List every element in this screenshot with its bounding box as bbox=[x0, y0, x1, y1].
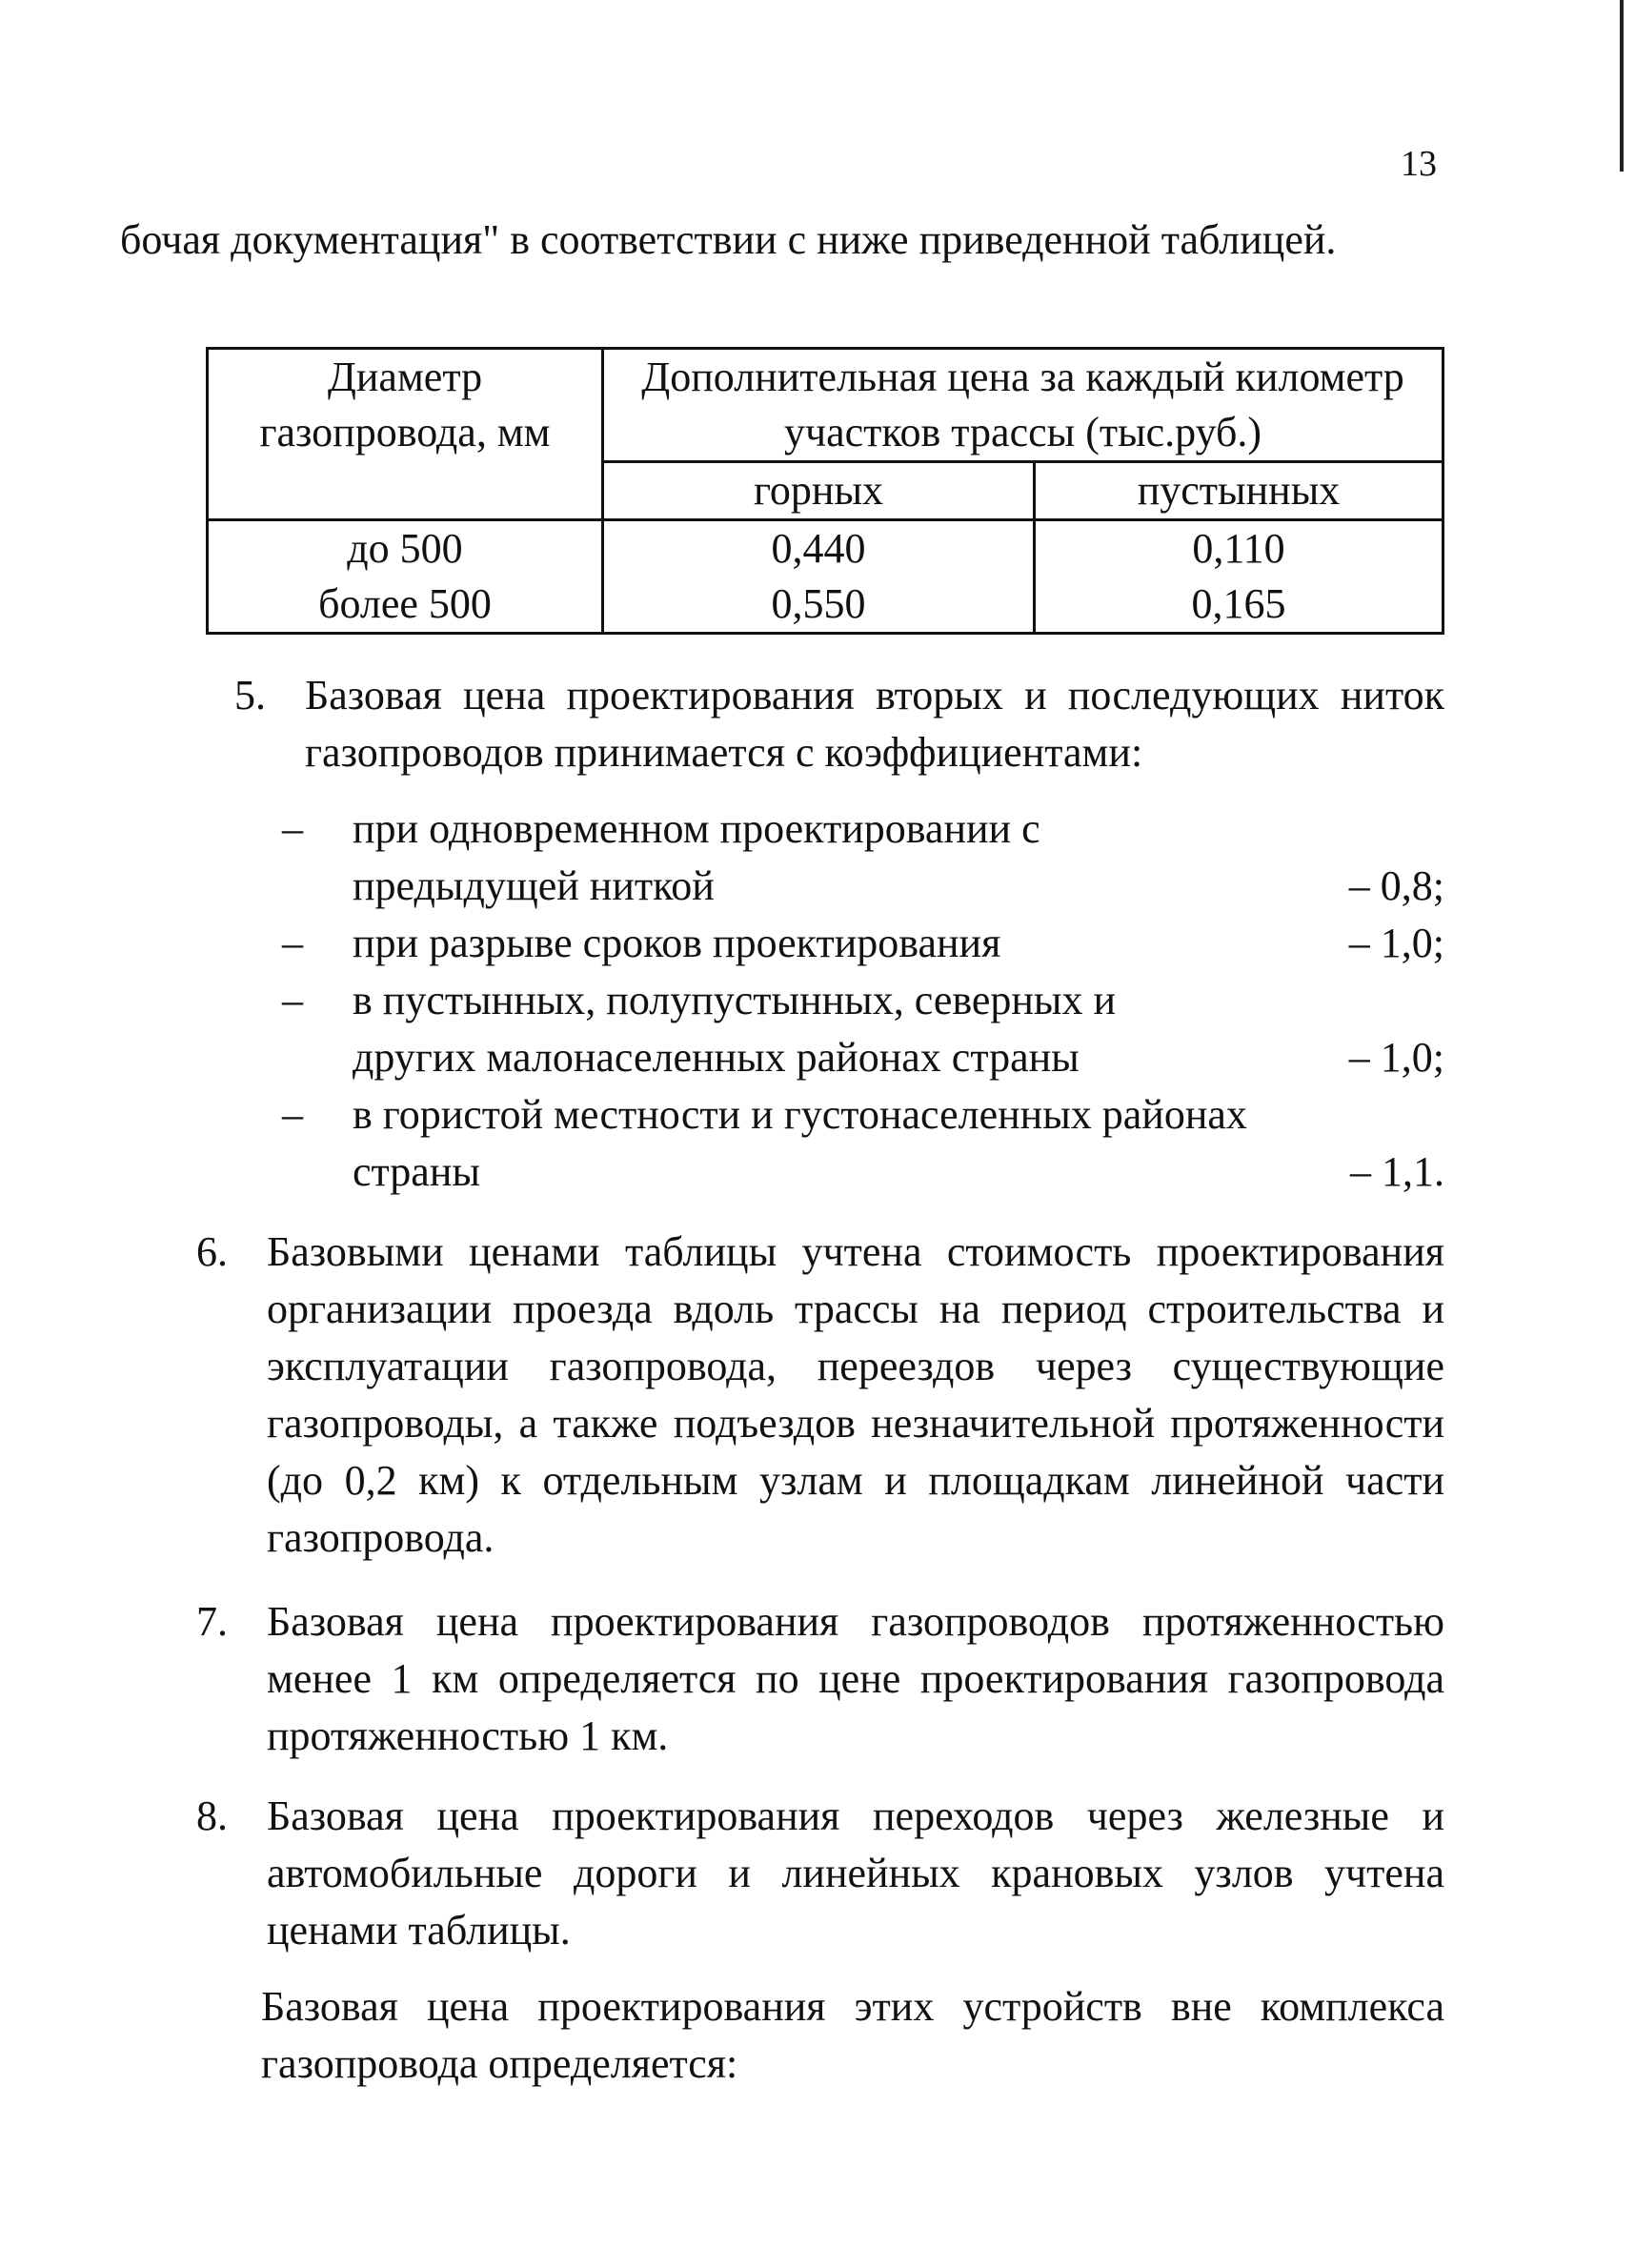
table-cell-mountain bbox=[603, 520, 1035, 634]
mountain-value-2: 0,550 bbox=[771, 580, 866, 627]
item-text: Базовая цена проектирования вторых и последующих ниток газопроводов принимается с коэффициентами: bbox=[305, 672, 1444, 776]
item-number: 8. bbox=[196, 1792, 228, 1839]
item-text: Базовая цена проектирования переходов через железные и автомобильные дороги и линейных крановых узлов учтена ценами таблицы. bbox=[267, 1792, 1444, 1954]
coefficient-text: при разрыве сроков проектирования bbox=[353, 920, 1001, 966]
coefficient-text: в гористой местности и густонаселенных районах страны bbox=[353, 1091, 1247, 1195]
dash-mark: – bbox=[282, 1091, 303, 1138]
page-number: 13 bbox=[1401, 144, 1437, 184]
list-item-5 bbox=[234, 667, 1444, 791]
dash-mark: – bbox=[282, 805, 303, 852]
dash-mark: – bbox=[282, 977, 303, 1023]
header-additional-price: Дополнительная цена за каждый километр участков трассы (тыс.руб.) bbox=[603, 349, 1443, 462]
table-header-row bbox=[208, 349, 1443, 462]
coefficient-value: – 1,0; bbox=[1348, 1034, 1444, 1081]
coefficient-item bbox=[282, 972, 1444, 1086]
item-text: Базовыми ценами таблицы учтена стоимость проектирования организации проезда вдоль трассы на период строительства и эксплуатации газопровода, переездов через существующие газопроводы, а также подъездов незначительной протяженности (до 0,2 км) к отдельным узлам и площадкам линейной части газопровода. bbox=[267, 1228, 1444, 1561]
coefficient-item bbox=[282, 800, 1444, 915]
diameter-value-1: до 500 bbox=[347, 525, 463, 572]
table-cell-desert bbox=[1035, 520, 1443, 634]
desert-value-1: 0,110 bbox=[1192, 525, 1285, 572]
coefficient-text: при одновременном проектировании с предыдущей ниткой bbox=[353, 805, 1040, 909]
price-table bbox=[206, 347, 1444, 635]
dash-mark: – bbox=[282, 920, 303, 966]
coefficient-value: – 1,0; bbox=[1348, 920, 1444, 966]
coefficient-item bbox=[282, 1086, 1444, 1201]
coefficient-value: – 0,8; bbox=[1348, 862, 1444, 909]
item-number: 5. bbox=[234, 672, 266, 719]
table-row bbox=[208, 520, 1443, 634]
subheader-mountain: горных bbox=[603, 462, 1035, 520]
mountain-value-1: 0,440 bbox=[771, 525, 866, 572]
subheader-desert: пустынных bbox=[1035, 462, 1443, 520]
header-diameter: Диаметр газопровода, мм bbox=[208, 349, 603, 520]
list-item-6 bbox=[196, 1224, 1444, 1586]
coefficient-item bbox=[282, 915, 1444, 972]
final-paragraph: Базовая цена проектирования этих устройств вне комплекса газопровода определяется: bbox=[261, 1983, 1444, 2087]
item-text: Базовая цена проектирования газопроводов протяженностью менее 1 км определяется по цене проектирования газопровода протяженностью 1 км. bbox=[267, 1598, 1444, 1759]
desert-value-2: 0,165 bbox=[1191, 580, 1286, 627]
diameter-value-2: более 500 bbox=[318, 580, 492, 627]
list-item-7 bbox=[196, 1593, 1444, 1784]
item-number: 7. bbox=[196, 1598, 228, 1645]
coefficient-list bbox=[282, 800, 1444, 1201]
intro-paragraph: бочая документация" в соответствии с ниже приведенной таблицей. bbox=[120, 216, 1337, 263]
scan-edge-line bbox=[1620, 0, 1624, 172]
table-cell-diameter bbox=[208, 520, 603, 634]
coefficient-value: – 1,1. bbox=[1350, 1148, 1444, 1195]
coefficient-text: в пустынных, полупустынных, северных и других малонаселенных районах страны bbox=[353, 977, 1117, 1081]
item-number: 6. bbox=[196, 1228, 228, 1275]
list-item-8 bbox=[196, 1788, 1444, 1978]
